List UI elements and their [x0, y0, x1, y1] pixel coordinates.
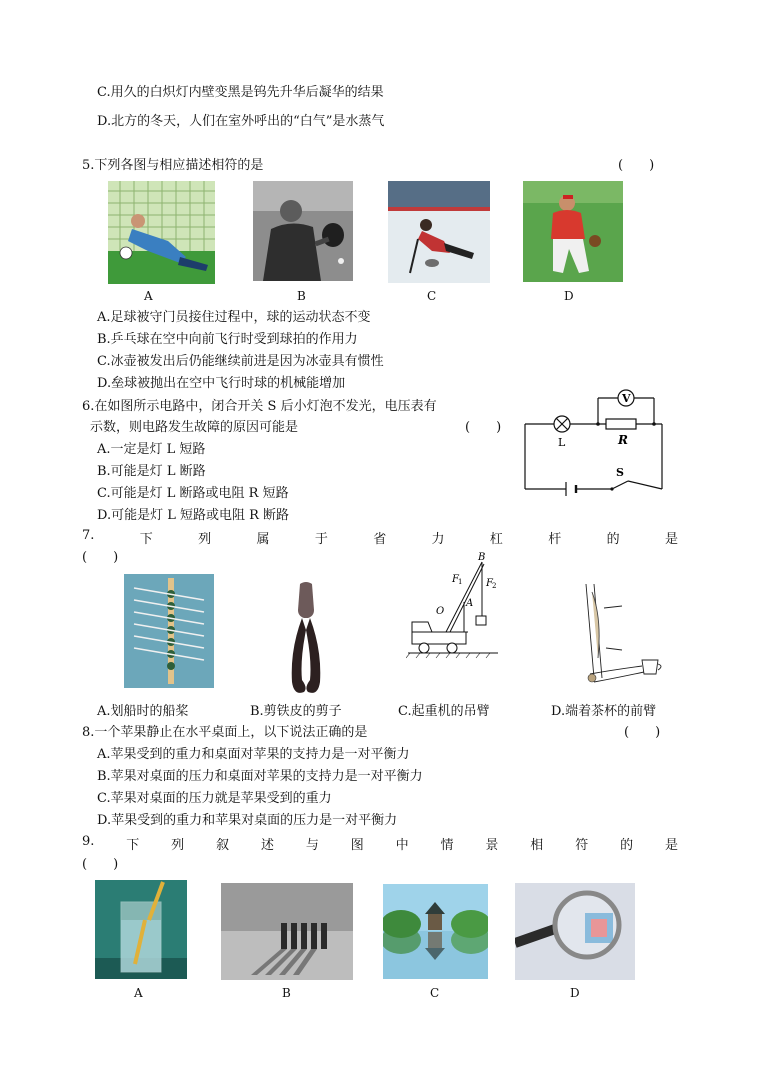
q5-stem: 5.下列各图与相应描述相符的是: [82, 158, 264, 173]
crane-label-f1: F: [452, 574, 459, 585]
table-tennis-image: [253, 181, 353, 281]
crane-label-o: O: [436, 606, 445, 617]
q6-answer-paren: ( ): [465, 420, 502, 435]
q4-option-d: D.北方的冬天，人们在室外呼出的“白气”是水蒸气: [97, 114, 385, 129]
q5-label-a: A: [144, 289, 153, 303]
q9-label-b: B: [282, 986, 291, 1000]
pavilion-reflection-image: [383, 884, 488, 979]
q6-option-a: A.一定是灯 L 短路: [97, 442, 206, 457]
q6-stem-line1: 6.在如图所示电路中，闭合开关 S 后小灯泡不发光，电压表有: [82, 399, 437, 414]
q5-option-b: B.乒乓球在空中向前飞行时受到球拍的作用力: [97, 332, 358, 347]
circuit-diagram: [520, 386, 670, 496]
q7-option-b: B.剪铁皮的剪子: [250, 704, 342, 719]
crane-label-f1-sub: 1: [458, 578, 463, 586]
q6-stem-line2: 示数，则电路发生故障的原因可能是: [90, 420, 299, 435]
q5-label-d: D: [564, 289, 574, 303]
q9-answer-paren: ( ): [82, 857, 119, 872]
softball-player-image: [523, 181, 623, 282]
crane-label-a: A: [466, 598, 474, 609]
pencil-in-water-image: [95, 880, 187, 979]
q5-option-a: A.足球被守门员接住过程中，球的运动状态不变: [97, 310, 371, 325]
soccer-goalkeeper-image: [108, 181, 215, 284]
q7-answer-paren: ( ): [82, 550, 119, 565]
resistor-label: R: [618, 433, 628, 447]
q8-stem: 8.一个苹果静止在水平桌面上，以下说法正确的是: [82, 725, 368, 740]
q6-option-d: D.可能是灯 L 短路或电阻 R 断路: [97, 508, 290, 523]
q6-option-c: C.可能是灯 L 断路或电阻 R 短路: [97, 486, 289, 501]
q8-option-b: B.苹果对桌面的压力和桌面对苹果的支持力是一对平衡力: [97, 769, 423, 784]
metal-shears-image: [284, 580, 328, 700]
q9-label-d: D: [570, 986, 580, 1000]
shadow-play-image: [221, 883, 353, 980]
voltmeter-label: V: [622, 392, 631, 405]
forearm-diagram: [572, 578, 668, 692]
magnifying-glass-image: [515, 883, 635, 980]
rowing-boat-image: [124, 574, 214, 688]
q7-option-c: C.起重机的吊臂: [398, 704, 490, 719]
crane-diagram: [406, 552, 500, 664]
q7-stem: 7. 下 列 属 于 省 力 杠 杆 的 是: [82, 528, 678, 547]
q8-option-d: D.苹果受到的重力和苹果对桌面的压力是一对平衡力: [97, 813, 398, 828]
crane-label-f2: F: [486, 578, 493, 589]
crane-label-f2-sub: 2: [492, 582, 497, 590]
q9-label-c: C: [430, 986, 440, 1000]
q7-option-a: A.划船时的船桨: [97, 704, 189, 719]
q8-option-c: C.苹果对桌面的压力就是苹果受到的重力: [97, 791, 332, 806]
q7-option-d: D.端着茶杯的前臂: [551, 704, 657, 719]
q6-option-b: B.可能是灯 L 断路: [97, 464, 206, 479]
lamp-label: L: [558, 436, 566, 449]
q9-label-a: A: [134, 986, 143, 1000]
crane-label-b: B: [478, 552, 486, 563]
q5-option-d: D.垒球被抛出在空中飞行时球的机械能增加: [97, 376, 346, 391]
q5-label-b: B: [297, 289, 306, 303]
q5-option-c: C.冰壶被发出后仍能继续前进是因为冰壶具有惯性: [97, 354, 384, 369]
q4-option-c: C.用久的白炽灯内壁变黑是钨先升华后凝华的结果: [97, 85, 384, 100]
switch-label: S: [616, 466, 624, 479]
q5-label-c: C: [427, 289, 437, 303]
q9-stem: 9. 下 列 叙 述 与 图 中 情 景 相 符 的 是: [82, 834, 678, 853]
q5-answer-paren: ( ): [618, 158, 655, 173]
q8-option-a: A.苹果受到的重力和桌面对苹果的支持力是一对平衡力: [97, 747, 410, 762]
curling-image: [388, 181, 490, 283]
q8-answer-paren: ( ): [624, 725, 661, 740]
